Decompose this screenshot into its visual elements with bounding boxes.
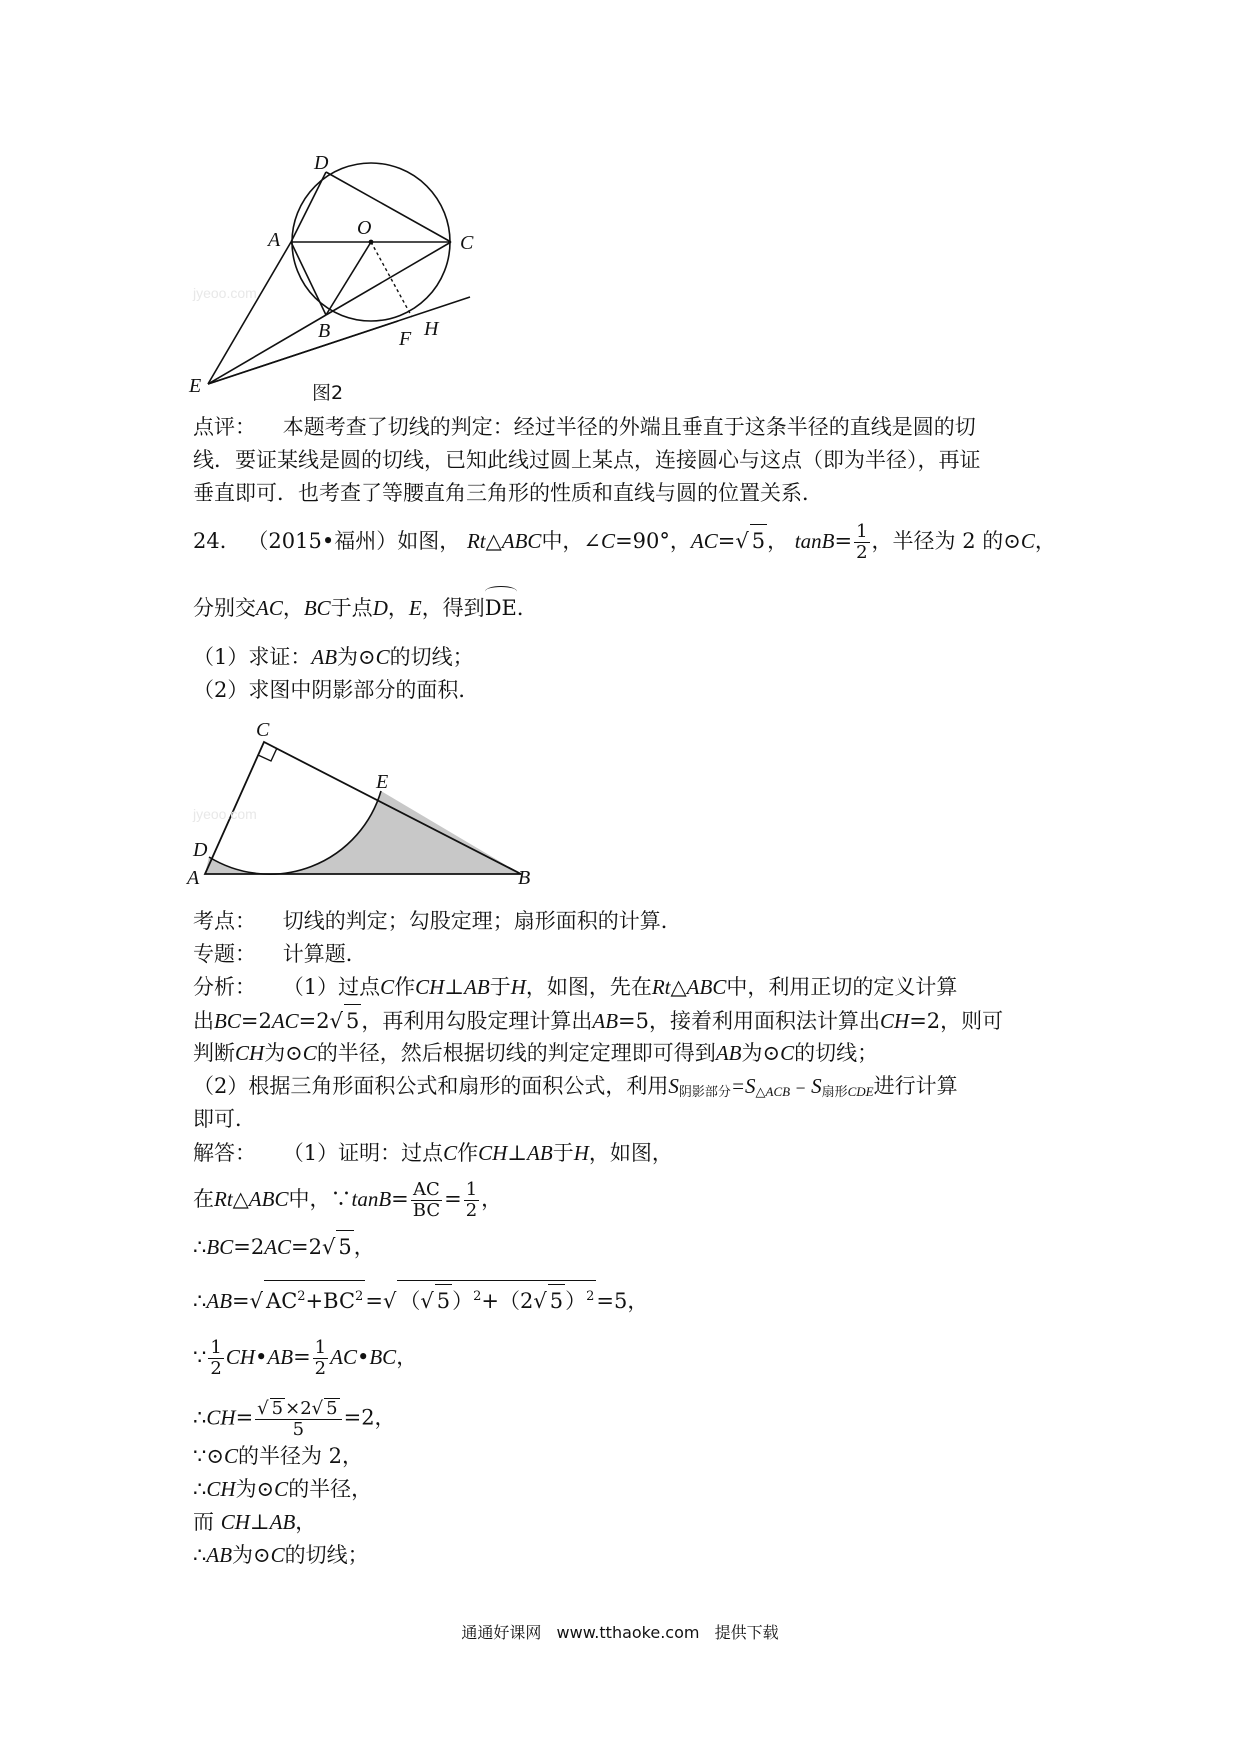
sqrt-5: 5 [750, 524, 767, 557]
jieda-line-5: ∵ $\frac{1}{2}$ CH•AB= $\frac{1}{2}$ AC•BC， [193, 1337, 418, 1379]
footer-tail: 提供下载 [714, 1623, 779, 1642]
problem-24-line-1: 24． （2015•福州）如图， Rt△ABC中，∠C=90°，AC=√ 5， tanB= $\frac{1}{2}$ ，半径为 2 的⊙C， [193, 521, 1056, 563]
watermark-1: jyeoo.com [193, 285, 257, 301]
figure-2-diagram [185, 140, 485, 400]
jieda-line-8: ∴CH为⊙C的半径， [193, 1477, 373, 1501]
jieda-line-1: 解答： （1）证明：过点C作CH⊥AB于H，如图， [193, 1141, 673, 1165]
fig2-label-c: C [460, 232, 474, 254]
figure-2-caption: 图2 [312, 382, 344, 404]
fenxi-line-2: 出BC=2AC=2√ 5，再利用勾股定理计算出AB=5，接着利用面积法计算出CH=2，则可 [193, 1004, 1003, 1037]
jieda-line-2: 在Rt△ABC中，∵tanB= $\frac{AC}{BC}$ = $\frac{1}{2}$ ， [193, 1179, 503, 1221]
review-text-1: 本题考查了切线的判定：经过半径的外端且垂直于这条半径的直线是圆的切 [282, 415, 976, 439]
question-2: （2）求图中阴影部分的面积． [193, 678, 480, 702]
problem-24-line-2: 分别交AC，BC于点D，E，得到DE． [193, 592, 538, 624]
fig2-label-f: F [399, 328, 412, 350]
page-footer [0, 1620, 1240, 1643]
jieda-line-7: ∵⊙C的半径为 2， [193, 1444, 364, 1468]
fenxi-line-4: （2）根据三角形面积公式和扇形的面积公式，利用$S_{阴影部分}=S_{\triangle ACB}﹣S_{扇形CDE}$进行计算 [193, 1074, 958, 1100]
question-1: （1）求证：AB为⊙C的切线； [193, 645, 474, 669]
fenxi-line-5: 即可． [193, 1107, 256, 1131]
fenxi-line-1: 分析： （1）过点C作CH⊥AB于H，如图，先在Rt△ABC中，利用正切的定义计算 [193, 975, 958, 999]
jieda-label: 解答： [193, 1141, 256, 1165]
review-line-1 [193, 411, 976, 443]
arc-de: DE [485, 592, 517, 624]
review-line-3: 垂直即可．也考查了等腰直角三角形的性质和直线与圆的位置关系． [193, 481, 823, 505]
problem-number: 24． [193, 529, 241, 553]
footer-url[interactable]: www.tthaoke.com [556, 1623, 700, 1642]
figure-24-diagram [185, 712, 540, 897]
fig2-label-e: E [189, 375, 202, 397]
fraction-one-half: $\frac{1}{2}$ [856, 521, 868, 563]
footer-site-name: 通通好课网 [461, 1623, 542, 1642]
fig2-label-d: D [314, 152, 329, 174]
kaodian-label: 考点： [193, 909, 256, 933]
review-label: 点评： [193, 415, 256, 439]
jieda-line-3: ∴BC=2AC=2√ 5， [193, 1230, 375, 1263]
jieda-line-9: 而 CH⊥AB， [193, 1510, 317, 1534]
fig24-label-d: D [193, 839, 208, 861]
fig2-label-h: H [424, 318, 439, 340]
jieda-line-10: ∴AB为⊙C的切线； [193, 1543, 369, 1567]
fig2-label-a: A [268, 229, 281, 251]
fig2-label-b: B [318, 320, 331, 342]
fig24-label-c: C [256, 719, 270, 741]
jieda-line-6: ∴CH= $\frac{√ 5 \times 2√ 5}{5}$ =2， [193, 1398, 396, 1440]
fig24-label-a: A [187, 867, 200, 889]
fig2-label-o: O [357, 217, 372, 239]
zhuanti-line: 专题： 计算题． [193, 942, 367, 966]
fenxi-label: 分析： [193, 975, 256, 999]
fig24-label-b: B [518, 867, 531, 889]
jieda-line-4: ∴AB=√ $AC^2+BC^2=√$ （√ 5）$^2$+（2√ 5）$^2$=5， [193, 1280, 648, 1317]
watermark-2: jyeoo.com [193, 806, 257, 822]
kaodian-line: 考点： 切线的判定；勾股定理；扇形面积的计算． [193, 909, 682, 933]
review-line-2: 线．要证某线是圆的切线，已知此线过圆上某点，连接圆心与这点（即为半径），再证 [193, 448, 981, 472]
fig24-label-e: E [376, 771, 389, 793]
zhuanti-label: 专题： [193, 942, 256, 966]
fenxi-line-3: 判断CH为⊙C的半径，然后根据切线的判定定理即可得到AB为⊙C的切线； [193, 1041, 879, 1065]
